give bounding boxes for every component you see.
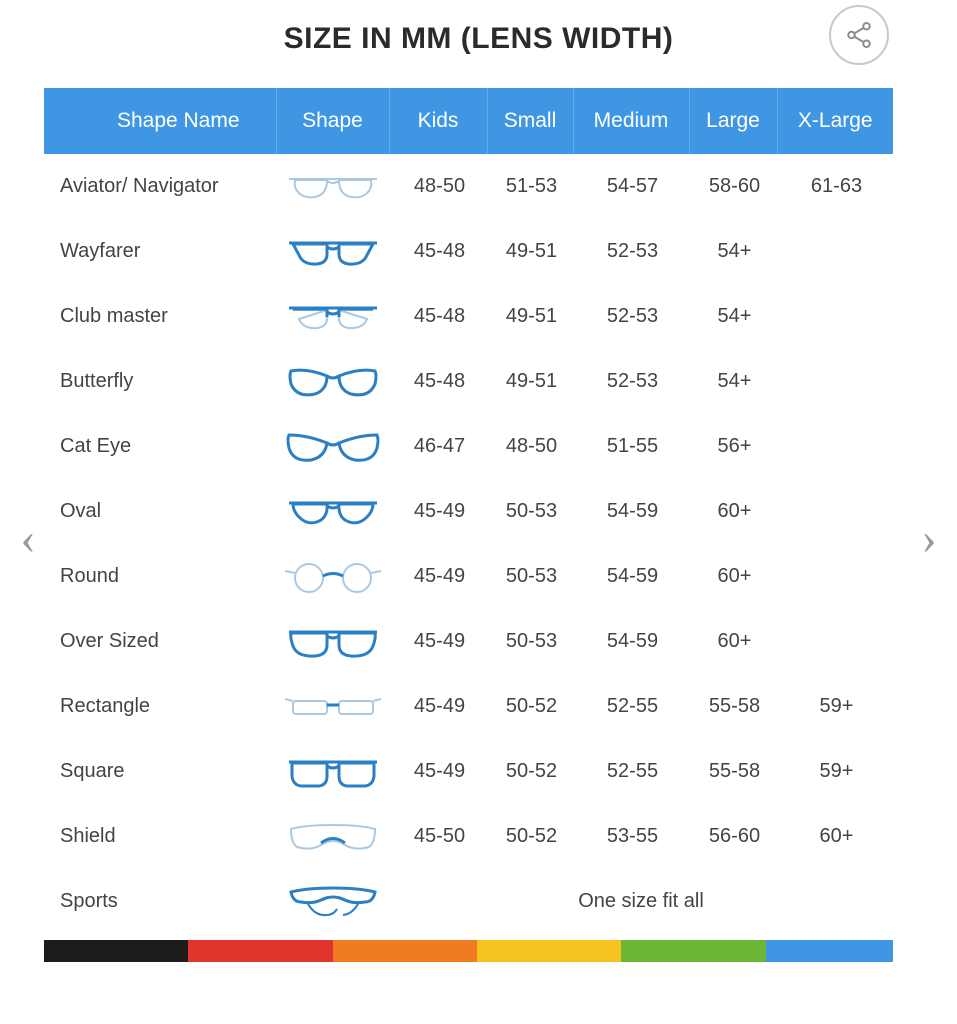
table-row [44,479,893,544]
large-value: 58-60 [689,154,777,219]
strip-segment-yellow [477,940,621,962]
share-icon [844,20,874,50]
size-table-container [44,88,893,934]
shape-cell [276,219,389,284]
table-row [44,739,893,804]
medium-value: 52-53 [573,284,689,349]
kids-value: 45-48 [389,219,487,284]
small-value: 50-52 [487,674,573,739]
cateye-glasses-icon [281,427,385,467]
large-value: 55-58 [689,674,777,739]
clubmaster-glasses-icon [281,297,385,337]
large-value: 60+ [689,609,777,674]
kids-value: 45-49 [389,609,487,674]
aviator-glasses-icon [281,167,385,207]
kids-value: 45-50 [389,804,487,869]
size-table [44,88,893,934]
carousel-next-arrow[interactable]: › [921,512,937,563]
medium-value: 51-55 [573,414,689,479]
table-header-row [44,88,893,154]
small-value: 50-53 [487,479,573,544]
medium-value: 52-53 [573,219,689,284]
xlarge-value [777,414,893,479]
carousel-prev-arrow[interactable]: ‹ [20,512,36,563]
shield-glasses-icon [281,817,385,857]
xlarge-value [777,479,893,544]
row-label: Butterfly [44,349,276,414]
kids-value: 45-49 [389,674,487,739]
column-header-shape: Shape [276,88,389,154]
row-label: Oval [44,479,276,544]
row-label: Over Sized [44,609,276,674]
one-size-text: One size fit all [389,869,893,934]
share-button[interactable] [829,5,889,65]
square-glasses-icon [281,752,385,792]
strip-segment-black [44,940,188,962]
column-header-medium: Medium [573,88,689,154]
small-value: 49-51 [487,349,573,414]
shape-cell [276,479,389,544]
column-header-small: Small [487,88,573,154]
strip-segment-green [621,940,765,962]
shape-cell [276,284,389,349]
medium-value: 52-55 [573,674,689,739]
table-row [44,219,893,284]
large-value: 54+ [689,349,777,414]
shape-cell [276,869,389,934]
table-row [44,804,893,869]
xlarge-value [777,544,893,609]
strip-segment-blue [766,940,893,962]
xlarge-value [777,609,893,674]
large-value: 60+ [689,544,777,609]
page-title: SIZE IN MM (LENS WIDTH) [283,22,674,55]
large-value: 56+ [689,414,777,479]
kids-value: 45-49 [389,544,487,609]
round-glasses-icon [281,557,385,597]
row-label: Shield [44,804,276,869]
strip-segment-red [188,940,332,962]
medium-value: 53-55 [573,804,689,869]
butterfly-glasses-icon [281,362,385,402]
shape-cell [276,349,389,414]
medium-value: 54-59 [573,479,689,544]
small-value: 50-52 [487,804,573,869]
xlarge-value: 60+ [777,804,893,869]
xlarge-value [777,219,893,284]
oversized-glasses-icon [281,622,385,662]
column-header-large: Large [689,88,777,154]
color-strip [44,940,893,962]
kids-value: 45-48 [389,284,487,349]
row-label: Aviator/ Navigator [44,154,276,219]
large-value: 55-58 [689,739,777,804]
small-value: 48-50 [487,414,573,479]
medium-value: 52-55 [573,739,689,804]
rectangle-glasses-icon [281,687,385,727]
kids-value: 46-47 [389,414,487,479]
table-row [44,674,893,739]
medium-value: 54-59 [573,609,689,674]
small-value: 49-51 [487,219,573,284]
kids-value: 45-48 [389,349,487,414]
medium-value: 54-59 [573,544,689,609]
xlarge-value: 59+ [777,674,893,739]
medium-value: 54-57 [573,154,689,219]
xlarge-value: 61-63 [777,154,893,219]
small-value: 50-52 [487,739,573,804]
column-header-xlarge: X-Large [777,88,893,154]
strip-segment-orange [333,940,477,962]
large-value: 60+ [689,479,777,544]
table-row [44,414,893,479]
medium-value: 52-53 [573,349,689,414]
row-label: Sports [44,869,276,934]
shape-cell [276,609,389,674]
shape-cell [276,154,389,219]
xlarge-value [777,284,893,349]
kids-value: 45-49 [389,739,487,804]
oval-glasses-icon [281,492,385,532]
row-label: Cat Eye [44,414,276,479]
small-value: 49-51 [487,284,573,349]
column-header-shape-name: Shape Name [44,88,276,154]
xlarge-value: 59+ [777,739,893,804]
small-value: 51-53 [487,154,573,219]
row-label: Rectangle [44,674,276,739]
small-value: 50-53 [487,544,573,609]
kids-value: 48-50 [389,154,487,219]
row-label: Round [44,544,276,609]
large-value: 54+ [689,219,777,284]
small-value: 50-53 [487,609,573,674]
row-label: Club master [44,284,276,349]
table-row [44,609,893,674]
large-value: 56-60 [689,804,777,869]
table-row [44,544,893,609]
row-label: Wayfarer [44,219,276,284]
wayfarer-glasses-icon [281,232,385,272]
bottom-spacer [0,962,957,1024]
table-row [44,154,893,219]
header-bar [0,0,957,88]
table-row [44,284,893,349]
shape-cell [276,414,389,479]
shape-cell [276,544,389,609]
column-header-kids: Kids [389,88,487,154]
large-value: 54+ [689,284,777,349]
table-row [44,349,893,414]
shape-cell [276,804,389,869]
xlarge-value [777,349,893,414]
kids-value: 45-49 [389,479,487,544]
table-row [44,869,893,934]
row-label: Square [44,739,276,804]
shape-cell [276,674,389,739]
sports-glasses-icon [281,882,385,922]
shape-cell [276,739,389,804]
